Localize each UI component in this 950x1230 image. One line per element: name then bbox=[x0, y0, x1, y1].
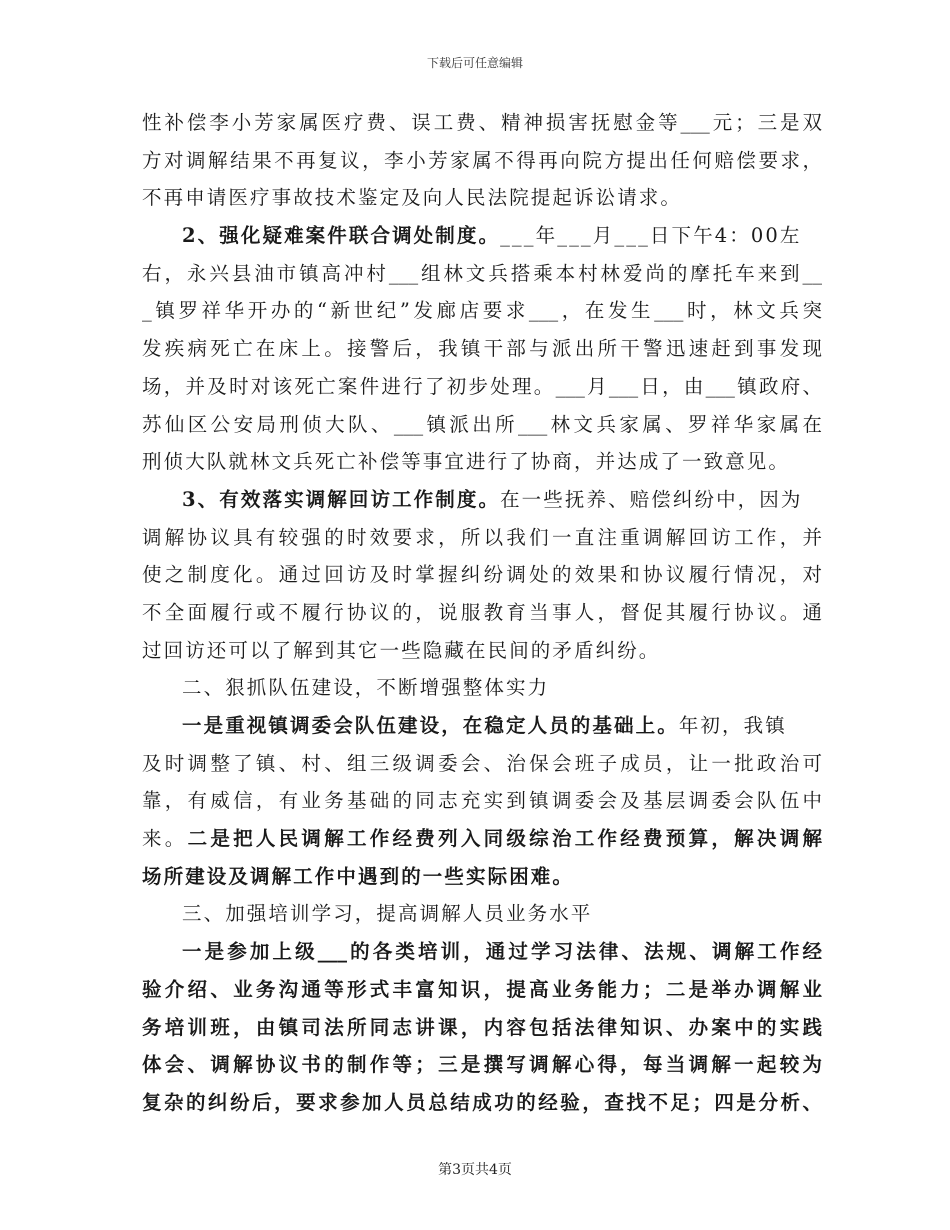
body-line: 验介绍、业务沟通等形式丰富知识，提高业务能力；二是举办调解业 bbox=[142, 977, 822, 1001]
body-line: 务培训班，由镇司法所同志讲课，内容包括法律知识、办案中的实践 bbox=[142, 1015, 822, 1039]
body-line: 性补偿李小芳家属医疗费、误工费、精神损害抚慰金等___元；三是双 bbox=[142, 111, 822, 134]
body-line: 右，永兴县油市镇高冲村___组林文兵搭乘本村林爱尚的摩托车来到__ bbox=[142, 261, 822, 285]
section-heading: 场所建设及调解工作中遇到的一些实际困难。 bbox=[142, 864, 575, 888]
body-line: 不全面履行或不履行协议的，说服教育当事人，督促其履行协议。通 bbox=[142, 600, 822, 624]
section-line bbox=[142, 707, 822, 745]
body-line: 体会、调解协议书的制作等；三是撰写调解心得，每当调解一起较为 bbox=[142, 1053, 822, 1077]
body-text: 在一些抚养、赔偿纠纷中，因为 bbox=[500, 487, 803, 511]
section-heading: 二、狠抓队伍建设，不断增强整体实力 bbox=[182, 676, 550, 700]
section-line bbox=[142, 820, 822, 858]
body-line: 苏仙区公安局刑侦大队、___镇派出所___林文兵家属、罗祥华家属在 bbox=[142, 412, 822, 436]
page-header-note: 下载后可任意编辑 bbox=[426, 56, 523, 70]
body-line: 使之制度化。通过回访及时掌握纠纷调处的效果和协议履行情况，对 bbox=[142, 563, 822, 587]
body-line: 一是参加上级___的各类培训，通过学习法律、法规、调解工作经 bbox=[182, 940, 822, 964]
body-text: 来。 bbox=[142, 827, 188, 851]
section-heading: 一是重视镇调委会队伍建设，在稳定人员的基础上。 bbox=[182, 714, 679, 737]
body-line: 及时调整了镇、村、组三级调委会、治保会班子成员，让一批政治可 bbox=[142, 751, 822, 775]
section-heading: 2、强化疑难案件联合调处制度。 bbox=[182, 224, 501, 248]
section-heading: 三、加强培训学习，提高调解人员业务水平 bbox=[182, 902, 593, 926]
body-line: 过回访还可以了解到其它一些隐藏在民间的矛盾纠纷。 bbox=[142, 638, 661, 662]
document-body bbox=[142, 104, 822, 1122]
body-line: 不再申请医疗事故技术鉴定及向人民法院提起诉讼请求。 bbox=[142, 186, 683, 210]
body-line: 调解协议具有较强的时效要求，所以我们一直注重调解回访工作，并 bbox=[142, 525, 822, 549]
section-line bbox=[142, 217, 822, 255]
section-heading: 二是把人民调解工作经费列入同级综治工作经费预算，解决调解 bbox=[187, 827, 822, 851]
page-number: 第3页共4页 bbox=[438, 1162, 512, 1178]
body-line: 靠，有威信，有业务基础的同志充实到镇调委会及基层调委会队伍中 bbox=[142, 789, 822, 813]
body-line: 发疾病死亡在床上。接警后，我镇干部与派出所干警迅速赶到事发现 bbox=[142, 337, 822, 361]
section-heading: 3、有效落实调解回访工作制度。 bbox=[182, 487, 501, 511]
body-text: 年初，我镇 bbox=[678, 714, 787, 737]
body-line: 刑侦大队就林文兵死亡补偿等事宜进行了协商，并达成了一致意见。 bbox=[142, 450, 791, 474]
body-line: 复杂的纠纷后，要求参加人员总结成功的经验，查找不足；四是分析、 bbox=[142, 1090, 822, 1114]
body-line: 场，并及时对该死亡案件进行了初步处理。___月___日，由___镇政府、 bbox=[142, 374, 822, 398]
body-line: 方对调解结果不再复议，李小芳家属不得再向院方提出任何赔偿要求， bbox=[142, 148, 822, 172]
body-text: ___年___月___日下午4：00左 bbox=[500, 224, 802, 248]
body-line: _镇罗祥华开办的“新世纪”发廊店要求___，在发生___时，林文兵突 bbox=[142, 299, 822, 323]
section-line bbox=[142, 481, 822, 519]
